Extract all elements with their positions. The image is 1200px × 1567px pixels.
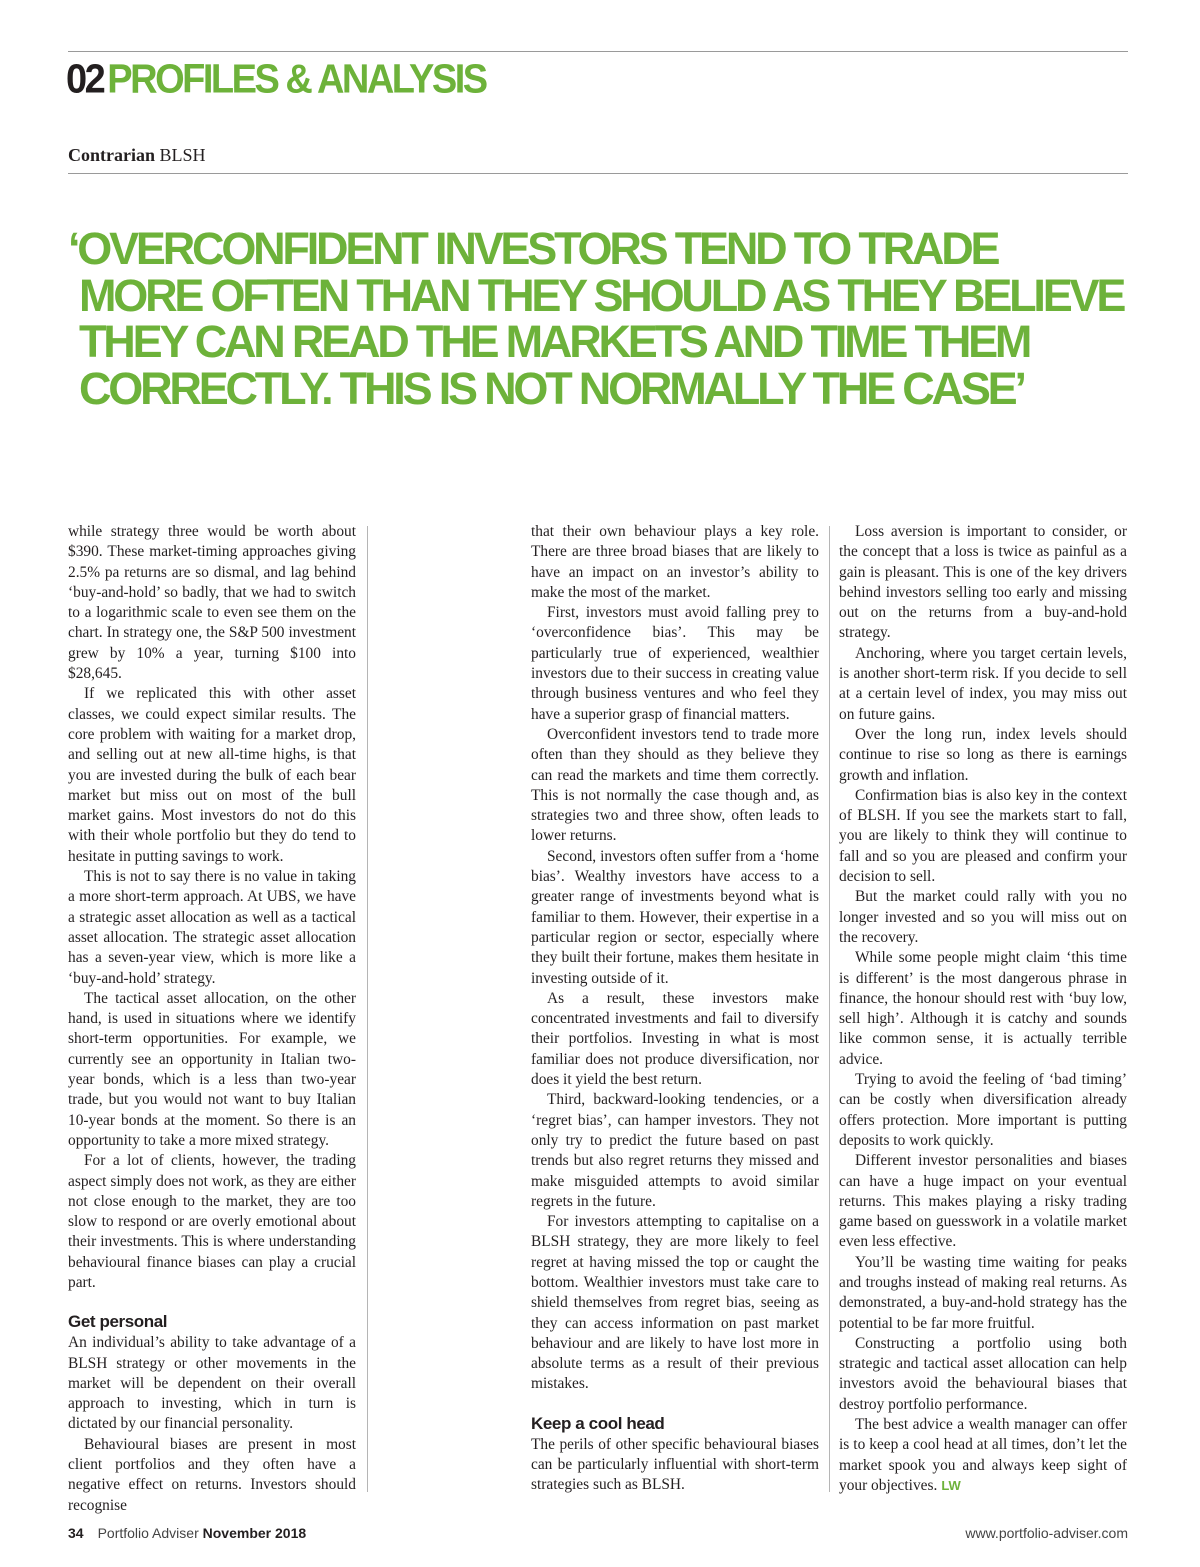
article-kicker (68, 144, 206, 166)
body-paragraph: As a result, these investors make concentrated investments and fail to diversify their portfolios. Investing in what is most familiar does not produce diversification, nor does it yield the best return. (531, 989, 819, 1089)
page-footer (68, 1524, 306, 1542)
column-divider (829, 526, 830, 1492)
body-paragraph: that their own behaviour plays a key role. There are three broad biases that are likely to have an impact on an investor’s ability to make the most of the market. (531, 523, 819, 601)
pull-quote (68, 223, 1124, 414)
article-column-1 (68, 522, 356, 1516)
subheading-get-personal: Get personal (68, 1312, 168, 1332)
body-paragraph: Second, investors often suffer from a ‘home bias’. Wealthy investors have access to a greater range of investments beyond what is familiar to them. However, their expertise in a particular region or sector, especially where they built their fortune, makes them hesitate in investing outside of it. (531, 847, 819, 987)
body-paragraph: Behavioural biases are present in most client portfolios and they often have a negative effect on returns. Investors should recognise (68, 1435, 356, 1514)
publication-name: Portfolio Adviser (97, 1525, 199, 1541)
author-signoff: LW (941, 1477, 961, 1493)
body-paragraph: You’ll be wasting time waiting for peaks and troughs instead of making real returns. As demonstrated, a buy-and-hold strategy has the potential to be far more fruitful. (839, 1253, 1127, 1332)
body-paragraph: The perils of other specific behavioural biases can be particularly influential with short-term strategies such as BLSH. (531, 1435, 819, 1494)
pull-quote-line: ‘OVERCONFIDENT INVESTORS TEND TO TRADE (68, 223, 998, 274)
article-column-3 (839, 522, 1127, 1496)
body-paragraph: While some people might claim ‘this time is different’ is the most dangerous phrase in finance, the honour should rest with ‘buy low, sell high’. Although it is catchy and sounds like common sense, it is actually terrible advice. (839, 949, 1127, 1068)
section-title: PROFILES & ANALYSIS (107, 57, 486, 103)
section-header (66, 56, 486, 104)
body-paragraph: If we replicated this with other asset classes, we could expect similar results. The core problem with waiting for a market drop, and selling out at new all-time highs, is that you are invested during the bulk of each bear market but miss out on most of the bull market gains. Most investors do not do this with their whole portfolio but they do tend to hesitate in putting savings to work. (68, 685, 356, 865)
column-divider (367, 526, 368, 1492)
body-paragraph: An individual’s ability to take advantage of a BLSH strategy or other movements in the market will be dependent on their overall approach to investing, which in turn is dictated by our financial personality. (68, 1334, 356, 1433)
body-paragraph: Trying to avoid the feeling of ‘bad timing’ can be costly when diversification already offers protection. More important is putting deposits to work quickly. (839, 1071, 1127, 1149)
body-paragraph: Over the long run, index levels should continue to rise so long as there is earnings growth and inflation. (839, 725, 1127, 784)
body-paragraph: For investors attempting to capitalise on a BLSH strategy, they are more likely to feel regret at having missed the top or caught the bottom. Wealthier investors must take care to shield themselves from regret bias, seeing as they can access information on past market behaviour and are likely to have lost more in absolute terms as a result of their previous mistakes. (531, 1213, 819, 1393)
body-paragraph: Loss aversion is important to consider, or the concept that a loss is twice as painful as a gain is pleasant. This is one of the key drivers behind investors selling too early and missing out on the returns from a buy-and-hold strategy. (839, 523, 1127, 642)
page-number: 34 (68, 1525, 84, 1541)
body-paragraph: Overconfident investors tend to trade more often than they should as they believe they can read the markets and time them correctly. This is not normally the case though and, as strategies two and three show, often leads to lower returns. (531, 725, 819, 845)
body-paragraph: For a lot of clients, however, the trading aspect simply does not work, as they are either not close enough to the market, they are too slow to respond or are overly emotional about their investments. This is where understanding behavioural finance biases can play a crucial part. (68, 1152, 356, 1291)
kicker-category: Contrarian (68, 145, 155, 165)
body-paragraph (839, 1415, 1127, 1496)
body-paragraph: First, investors must avoid falling prey to ‘overconfidence bias’. This may be particularly true of experienced, wealthier investors due to their success in creating value through business ventures and who feel they have a superior grasp of financial matters. (531, 604, 819, 723)
body-paragraph: Constructing a portfolio using both strategic and tactical asset allocation can help investors avoid the behavioural biases that destroy portfolio performance. (839, 1334, 1127, 1413)
body-paragraph: Different investor personalities and biases can have a huge impact on your eventual returns. This makes playing a risky trading game based on guesswork in a volatile market even less effective. (839, 1152, 1127, 1251)
kicker-topic: BLSH (155, 145, 206, 165)
section-number: 02 (66, 57, 104, 103)
kicker-rule (68, 173, 1128, 174)
subheading-keep-a-cool-head: Keep a cool head (531, 1413, 665, 1433)
pull-quote-line: MORE OFTEN THAN THEY SHOULD AS THEY BELIEVE (79, 269, 1124, 321)
body-paragraph: But the market could rally with you no longer invested and so you will miss out on the recovery. (839, 888, 1127, 946)
top-rule (68, 51, 1128, 52)
final-paragraph-text: The best advice a wealth manager can offer is to keep a cool head at all times, don’t let the market spook you and always keep sight of your objectives. (839, 1416, 1127, 1494)
issue-date: November 2018 (202, 1525, 307, 1541)
body-paragraph: while strategy three would be worth about $390. These market-timing approaches giving 2.5% pa returns are so dismal, and lag behind ‘buy-and-hold’ so badly, that we had to switch to a logarithmic scale to even see them on the chart. In strategy one, the S&P 500 investment grew by 10% a year, turning $100 into $28,645. (68, 523, 356, 683)
body-paragraph: Confirmation bias is also key in the context of BLSH. If you see the markets start to fall, you are likely to think they will continue to fall and so you are pleased and confirm your decision to sell. (839, 786, 1127, 886)
body-paragraph: The tactical asset allocation, on the other hand, is used in situations where we identify short-term opportunities. For example, we currently see an opportunity in Italian two-year bonds, which is a less than two-year trade, but you would not want to buy Italian 10-year bonds at the moment. So there is an opportunity to take a more mixed strategy. (68, 989, 356, 1149)
body-paragraph: Anchoring, where you target certain levels, is another short-term risk. If you decide to sell at a certain level of index, you may miss out on future gains. (839, 644, 1127, 723)
pull-quote-line: THEY CAN READ THE MARKETS AND TIME THEM (79, 316, 1030, 367)
body-paragraph: Third, backward-looking tendencies, or a ‘regret bias’, can hamper investors. They not only try to predict the future based on past trends but also regret returns they missed and make misguided attempts to avoid similar regrets in the future. (531, 1091, 819, 1210)
website-url: www.portfolio-adviser.com (965, 1525, 1128, 1541)
pull-quote-line: CORRECTLY. THIS IS NOT NORMALLY THE CASE’ (79, 362, 1024, 414)
body-paragraph: This is not to say there is no value in taking a more short-term approach. At UBS, we have a strategic asset allocation as well as a tactical asset allocation. The strategic asset allocation has a seven-year view, which is more like a ‘buy-and-hold’ strategy. (68, 868, 356, 987)
article-column-2 (531, 522, 819, 1496)
